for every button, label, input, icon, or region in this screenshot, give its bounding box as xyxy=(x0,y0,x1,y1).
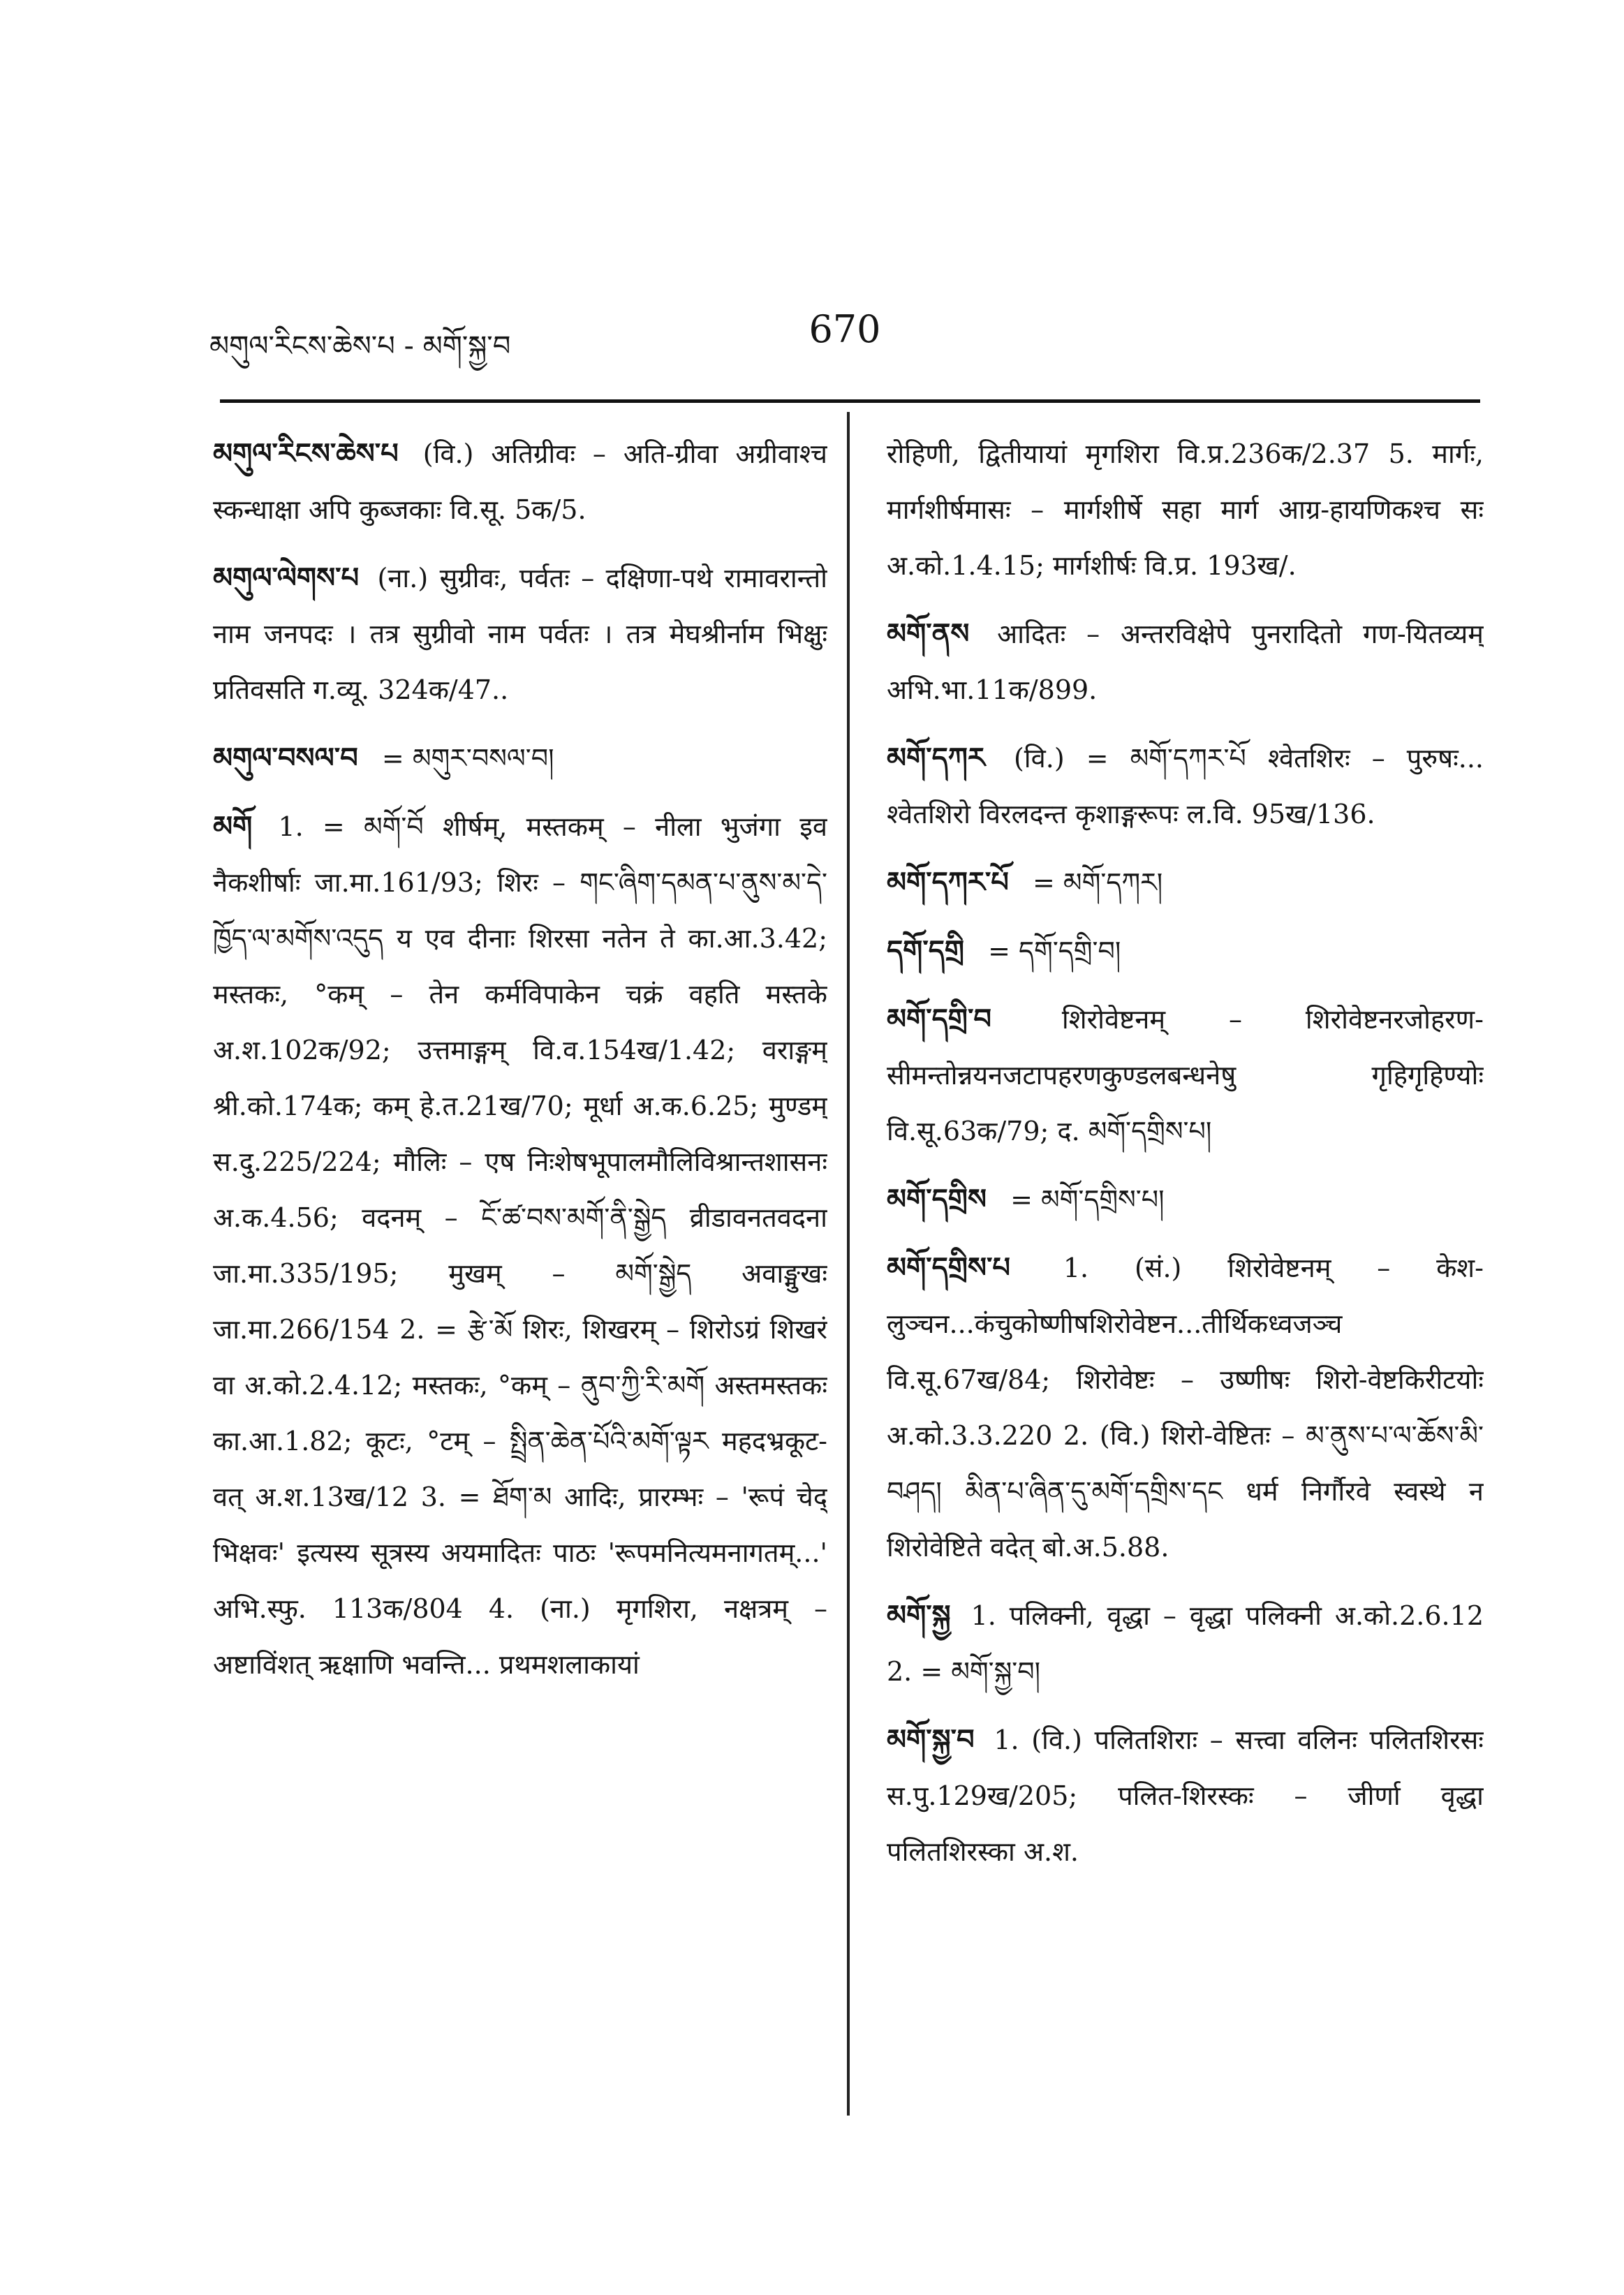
entry-definition: शिरोवेष्टनम् – शिरोवेष्टनरजोहरण-सीमन्तोन्नयनजटापहरणकुण्डलबन्धनेषु गृहिगृहिण्योः वि.सू.63क/79; द. མགོ་དགྲིས་པ། xyxy=(887,1004,1484,1146)
entry-headword: མགོ་ནས xyxy=(887,617,970,650)
right-column xyxy=(887,426,1484,2123)
dictionary-entry xyxy=(887,1240,1484,1575)
entry-headword: མགུལ་བསལ་བ xyxy=(213,741,358,774)
dictionary-entry xyxy=(887,1712,1484,1880)
entry-headword: མགོ་སྐྱ xyxy=(887,1599,951,1632)
dictionary-entry xyxy=(213,426,827,538)
entry-definition: आदितः – अन्तरविक्षेपे पुनरादितो गण-यितव्यम् अभि.भा.11क/899. xyxy=(887,619,1484,705)
entry-definition: 1. = མགོ་བོ शीर्षम्, मस्तकम् – नीला भुजंगा इव नैकशीर्षाः जा.मा.161/93; शिरः – གང་ཞིག་དམན་པ་ནུས་མ་དེ་ཁྱོད་ལ་མགོས་འདུད य एव दीनाः शिरसा नतेन ते का.आ.3.42; मस्तकः, °कम् – तेन कर्मविपाकेन चक्रं वहति मस्तके अ.श.102क/92; उत्तमाङ्गम् वि.व.154ख/1.42; वराङ्गम् श्री.को.174क; कम् हे.त.21ख/70; मूर्धा अ.क.6.25; मुण्डम् स.दु.225/224; मौलिः – एष निःशेषभूपालमौलिविश्रान्तशासनः अ.क.4.56; वदनम् – ངོ་ཚ་བས་མགོ་ནི་སྒྱེད व्रीडावनतवदना जा.मा.335/195; मुखम् – མགོ་སྒྱེད अवाङ्मुखः जा.मा.266/154 2. = རྩེ་མོ शिरः, शिखरम् – शिरोऽग्रं शिखरं वा अ.को.2.4.12; मस्तकः, °कम् – ནུབ་ཀྱི་རི་མགོ अस्तमस्तकः का.आ.1.82; कूटः, °टम् – སྤྲིན་ཆེན་པོའི་མགོ་ལྟར महदभ्रकूट-वत् अ.श.13ख/12 3. = ཐོག་མ आदिः, प्रारम्भः – 'रूपं चेद् भिक्षवः' इत्यस्य सूत्रस्य अयमादितः पाठः 'रूपमनित्यमनागतम्...' अभि.स्फु. 113क/804 4. (ना.) मृगशिरा, नक्षत्रम् – अष्टाविंशत् ऋक्षाणि भवन्ति... प्रथमशलाकायां xyxy=(213,811,827,1680)
entry-headword: མགོ་དགྲི་བ xyxy=(887,1003,991,1035)
dictionary-entry xyxy=(887,730,1484,842)
entry-definition: 1. (सं.) शिरोवेष्टनम् – केश-लुञ्चन...कंचुकोष्णीषशिरोवेष्टन...तीर्थिकध्वजञ्च वि.सू.67ख/84; शिरोवेष्टः – उष्णीषः शिरो-वेष्टकिरीटयोः अ.को.3.3.220 2. (वि.) शिरो-वेष्टितः – མ་ནུས་པ་ལ་ཆོས་མི་བཤད། མིན་པ་ཞིན་དུ་མགོ་དགྲིས་དང धर्म निर्गौरवे स्वस्थे न शिरोवेष्टिते वदेत् बो.अ.5.88. xyxy=(887,1253,1484,1563)
entry-headword: དགོ་དགྲི xyxy=(887,934,965,967)
dictionary-entry xyxy=(887,1172,1484,1227)
entry-definition: रोहिणी, द्वितीयायां मृगशिरा वि.प्र.236क/2.37 5. मार्गः, मार्गशीर्षमासः – मार्गशीर्षे सहा मार्ग आग्र-हायणिकश्च सः अ.को.1.4.15; मार्गशीर्षः वि.प्र. 193ख/. xyxy=(887,438,1484,581)
left-column xyxy=(213,426,827,2123)
page-number: 670 xyxy=(809,307,881,351)
dictionary-entry xyxy=(887,923,1484,979)
dictionary-entry xyxy=(887,1588,1484,1699)
dictionary-entry-continued xyxy=(887,426,1484,593)
running-header-range: མགུལ་རིངས་ཆེས་པ - མགོ་སྐྱ་བ xyxy=(209,330,511,362)
entry-definition: = མགོ་དཀར། xyxy=(1033,867,1163,898)
entry-definition: (ना.) सुग्रीवः, पर्वतः – दक्षिणा-पथे रामावरान्तो नाम जनपदः । तत्र सुग्रीवो नाम पर्वतः । तत्र मेघश्रीर्नाम भिक्षुः प्रतिवसति ग.व्यू. 324क/47.. xyxy=(213,563,827,705)
entry-headword: མགུལ་རིངས་ཆེས་པ xyxy=(213,437,399,470)
entry-definition: = མགོ་དགྲིས་པ། xyxy=(1010,1184,1165,1215)
dictionary-entry xyxy=(213,550,827,718)
dictionary-entry xyxy=(887,606,1484,718)
entry-headword: མགོ་དཀར་པོ xyxy=(887,866,1009,899)
header-rule xyxy=(220,399,1480,403)
entry-headword: མགོ་དགྲིས་པ xyxy=(887,1251,1010,1284)
entry-definition: (वि.) = མགོ་དཀར་པོ श्वेतशिरः – पुरुषः... श्वेतशिरो विरलदन्त कृशाङ्गरूपः ल.वि. 95ख/136. xyxy=(887,743,1484,829)
entry-definition: (वि.) अतिग्रीवः – अति-ग्रीवा अग्रीवाश्च स्कन्धाक्षा अपि कुब्जकाः वि.सू. 5क/5. xyxy=(213,438,827,525)
entry-headword: མགོ xyxy=(213,810,253,843)
entry-definition: 1. पलिक्नी, वृद्धा – वृद्धा पलिक्नी अ.को.2.6.12 2. = མགོ་སྐྱ་བ། xyxy=(887,1600,1484,1687)
entry-definition: = དགོ་དགྲི་བ། xyxy=(988,936,1121,966)
dictionary-entry xyxy=(887,855,1484,910)
entry-headword: མགོ་སྐྱ་བ xyxy=(887,1723,975,1756)
dictionary-entry xyxy=(213,730,827,786)
entry-headword: མགུལ་ལེགས་པ xyxy=(213,561,360,594)
entry-definition: 1. (वि.) पलितशिराः – सत्त्वा वलिनः पलितशिरसः स.पु.129ख/205; पलित-शिरस्कः – जीर्णा वृद्धा पलितशिरस्का अ.श. xyxy=(887,1725,1484,1867)
dictionary-entry xyxy=(213,799,827,1692)
entry-headword: མགོ་དཀར xyxy=(887,741,985,774)
entry-headword: མགོ་དགྲིས xyxy=(887,1183,987,1216)
column-divider xyxy=(847,412,850,2116)
entry-definition: = མགུར་བསལ་བ། xyxy=(381,743,554,774)
dictionary-entry xyxy=(887,991,1484,1159)
